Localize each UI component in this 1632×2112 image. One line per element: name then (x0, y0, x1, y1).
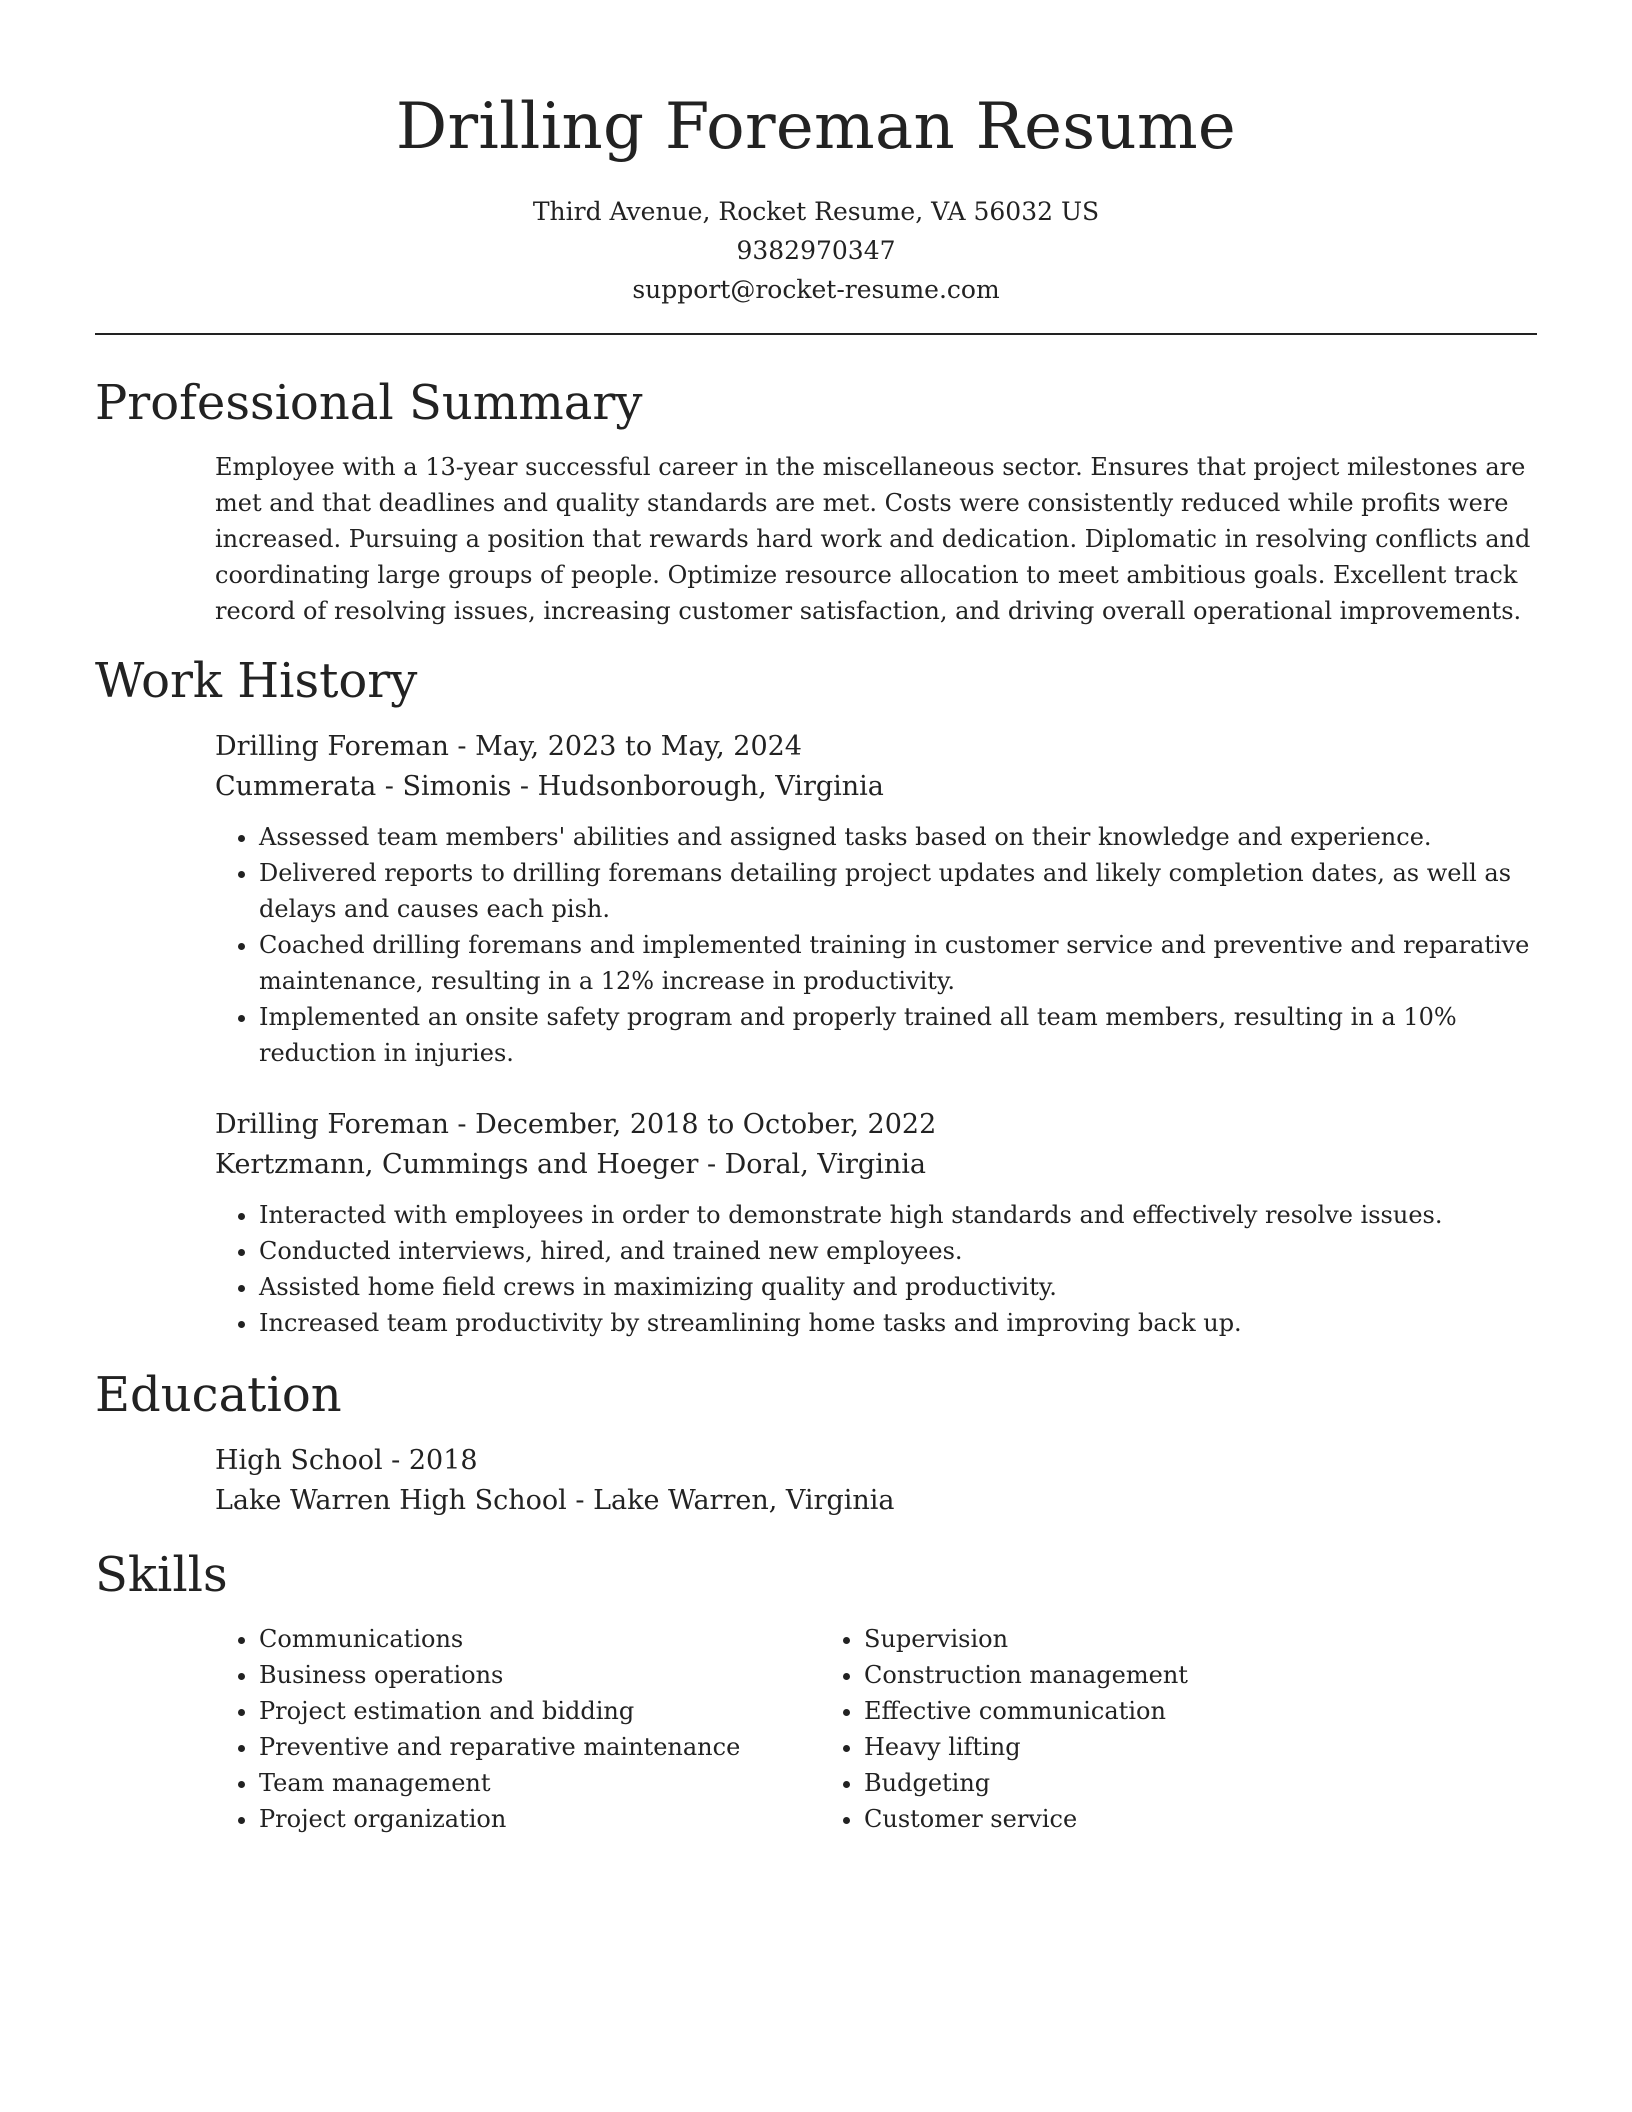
job-company-line (215, 1145, 1537, 1185)
work-history-section (95, 651, 1537, 1341)
job-bullet: • Conducted interviews, hired, and trained new employees. (259, 1233, 1537, 1269)
summary-text: Employee with a 13-year successful career in the miscellaneous sector. Ensures that project milestones are met and that deadlines and quality standards are met. Costs were consistently reduced while profits were increased. Pursuing a position that rewards hard work and dedication. Diplomatic in resolving conflicts and coordinating large groups of people. Optimize resource allocation to meet ambitious goals. Excellent track record of resolving issues, increasing customer satisfaction, and driving overall operational improvements. (215, 453, 1531, 625)
education-entry (215, 1441, 1537, 1521)
summary-section (95, 373, 1537, 629)
job-bullet: • Assisted home field crews in maximizing quality and productivity. (259, 1269, 1537, 1305)
education-section (95, 1365, 1537, 1521)
skill-item: • Budgeting (864, 1765, 1425, 1801)
job-bullets (215, 1197, 1537, 1341)
job-role: Drilling Foreman (215, 731, 449, 762)
skills-grid (215, 1621, 1537, 1837)
skill-item: • Communications (259, 1621, 820, 1657)
skill-item: • Project organization (259, 1801, 820, 1837)
resume-header (95, 0, 1537, 309)
education-school-line (215, 1481, 1537, 1521)
job-bullet: • Implemented an onsite safety program and properly trained all team members, resulting in a 10% reduction in injuries. (259, 999, 1537, 1071)
job-location: - Doral, Virginia (698, 1149, 926, 1180)
job-title-line (215, 1105, 1537, 1145)
job-entry (215, 727, 1537, 1071)
skill-item: • Business operations (259, 1657, 820, 1693)
education-location: - Lake Warren, Virginia (566, 1485, 895, 1516)
contact-email: support@rocket-resume.com (632, 275, 1000, 304)
job-bullet: • Delivered reports to drilling foremans detailing project updates and likely completion dates, as well as delays and causes each pish. (259, 855, 1537, 927)
job-bullet: • Interacted with employees in order to demonstrate high standards and effectively resolve issues. (259, 1197, 1537, 1233)
resume-title: Drilling Foreman Resume (395, 90, 1237, 164)
job-bullets (215, 819, 1537, 1071)
education-year: - 2018 (382, 1445, 478, 1476)
header-divider (95, 333, 1537, 335)
job-title-line (215, 727, 1537, 767)
job-entry (215, 1105, 1537, 1341)
education-degree-line (215, 1441, 1537, 1481)
skills-column-right (820, 1621, 1425, 1837)
contact-phone: 9382970347 (736, 236, 896, 265)
job-dates: - December, 2018 to October, 2022 (448, 1109, 937, 1140)
work-history-heading: Work History (95, 653, 418, 709)
education-school: Lake Warren High School (215, 1485, 567, 1516)
job-company: Kertzmann, Cummings and Hoeger (215, 1149, 699, 1180)
skill-item: • Supervision (864, 1621, 1425, 1657)
skill-item: • Heavy lifting (864, 1729, 1425, 1765)
job-company-line (215, 767, 1537, 807)
skills-section (95, 1545, 1537, 1837)
job-bullet: • Increased team productivity by streamlining home tasks and improving back up. (259, 1305, 1537, 1341)
job-role: Drilling Foreman (215, 1109, 449, 1140)
job-dates: - May, 2023 to May, 2024 (448, 731, 802, 762)
job-bullet: • Coached drilling foremans and implemented training in customer service and preventive and reparative maintenance, resulting in a 12% increase in productivity. (259, 927, 1537, 999)
skill-item: • Preventive and reparative maintenance (259, 1729, 820, 1765)
education-heading: Education (95, 1367, 342, 1423)
skills-column-left (215, 1621, 820, 1837)
skill-item: • Customer service (864, 1801, 1425, 1837)
contact-address: Third Avenue, Rocket Resume, VA 56032 US (532, 197, 1100, 226)
summary-heading: Professional Summary (95, 375, 643, 431)
job-company: Cummerata - Simonis (215, 771, 512, 802)
contact-block (95, 192, 1537, 309)
skill-item: • Team management (259, 1765, 820, 1801)
job-bullet: • Assessed team members' abilities and assigned tasks based on their knowledge and experience. (259, 819, 1537, 855)
skills-heading: Skills (95, 1547, 228, 1603)
skill-item: • Construction management (864, 1657, 1425, 1693)
education-degree: High School (215, 1445, 383, 1476)
skill-item: • Effective communication (864, 1693, 1425, 1729)
skill-item: • Project estimation and bidding (259, 1693, 820, 1729)
job-location: - Hudsonborough, Virginia (511, 771, 884, 802)
